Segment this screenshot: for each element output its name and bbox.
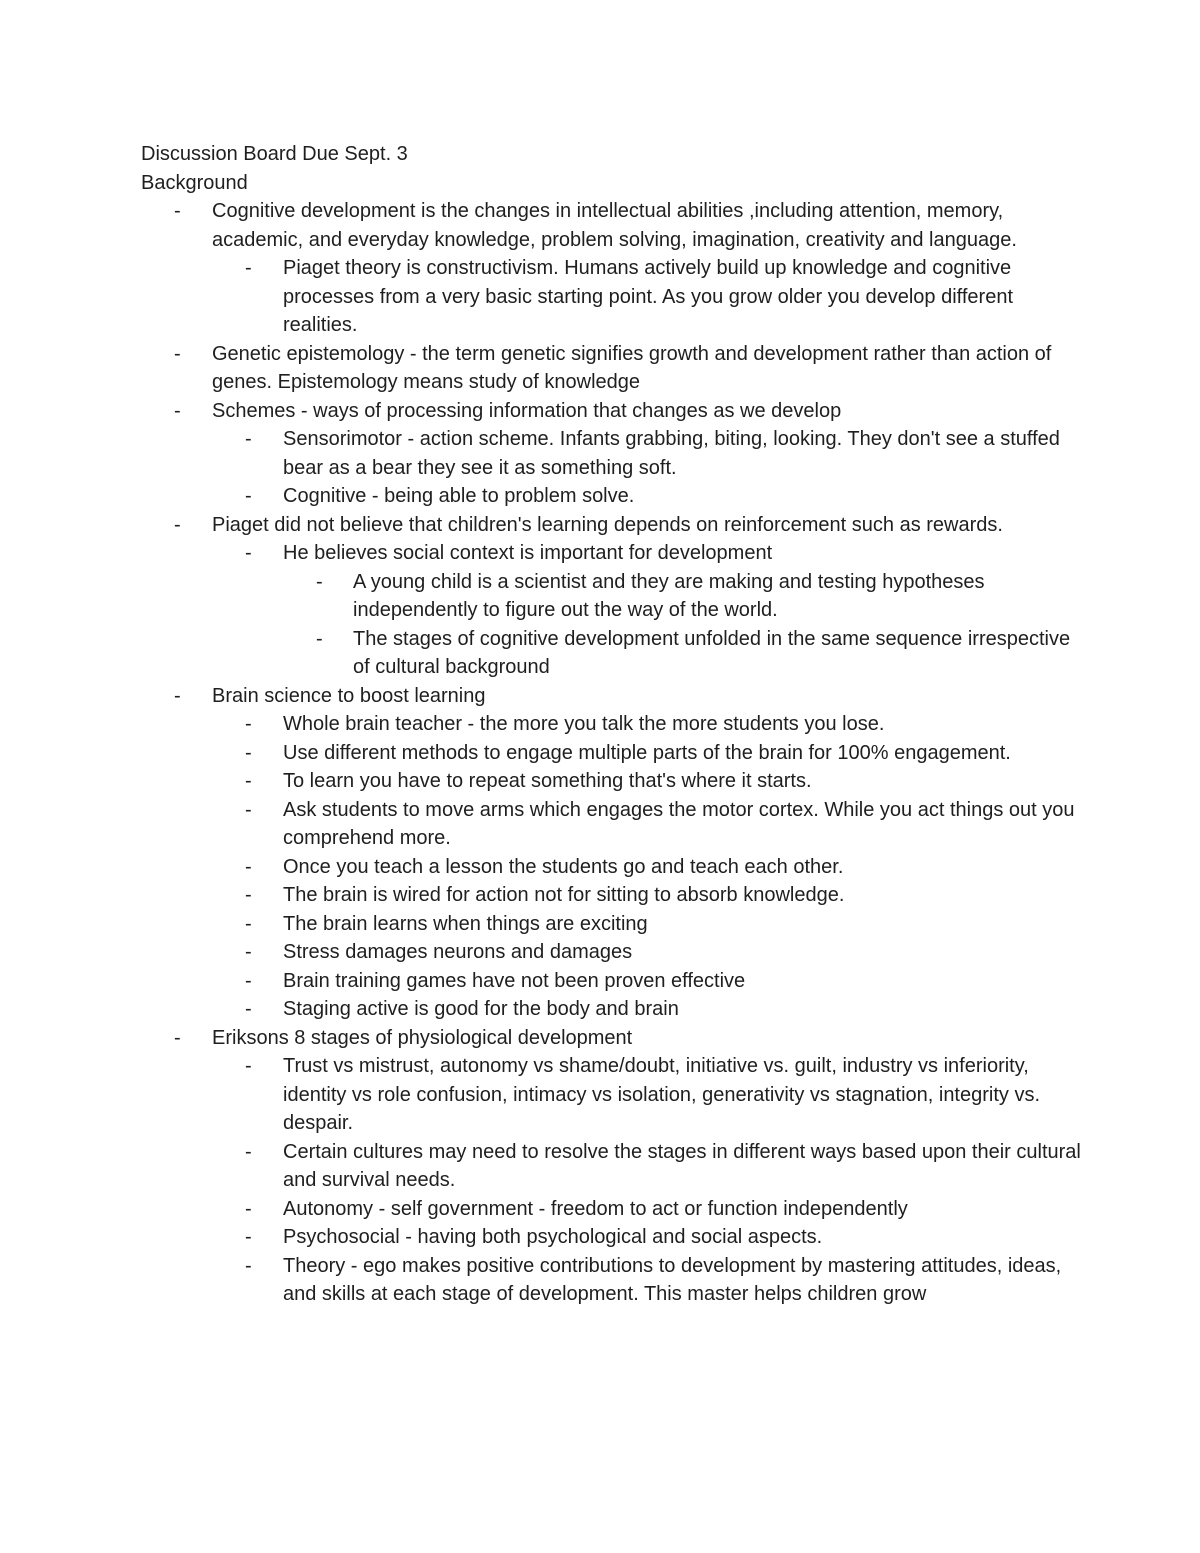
list-item-stress xyxy=(212,938,1081,967)
list-item-text: Certain cultures may need to resolve the stages in different ways based upon their cultural and survival needs. xyxy=(283,1140,1081,1191)
bullet-dash: - xyxy=(245,941,252,963)
list-item-sensorimotor xyxy=(212,425,1081,482)
list-item-stages-sequence xyxy=(283,625,1081,682)
bullet-dash: - xyxy=(245,1197,252,1220)
bullet-dash: - xyxy=(174,342,181,365)
list-item-text: The brain is wired for action not for sitting to absorb knowledge. xyxy=(283,884,845,906)
list-item-text: Theory - ego makes positive contributions to development by mastering attitudes, ideas, and skills at each stage of development. This master helps children grow xyxy=(283,1254,1062,1305)
list-item-young-scientist xyxy=(283,568,1081,625)
bullet-dash: - xyxy=(245,428,252,450)
list-item-piaget-theory xyxy=(212,254,1081,340)
list-item-different-methods xyxy=(212,739,1081,768)
list-item-text: To learn you have to repeat something that's where it starts. xyxy=(283,770,812,792)
bullet-dash: - xyxy=(245,542,252,564)
list-item-text: The brain learns when things are exciting xyxy=(283,912,648,935)
list-item-cultures xyxy=(212,1138,1081,1195)
bullet-dash: - xyxy=(245,912,252,935)
list-item-text: Piaget theory is constructivism. Humans actively build up knowledge and cognitive processes from a very basic starting point. As you grow older you develop different realities. xyxy=(283,257,1014,336)
list-item-text: Staging active is good for the body and brain xyxy=(283,998,679,1020)
list-item-brain-science xyxy=(141,682,1081,1024)
sub-list xyxy=(212,1052,1081,1309)
list-item-whole-brain-teacher xyxy=(212,710,1081,739)
sub-list xyxy=(212,710,1081,1024)
list-item-training-games xyxy=(212,967,1081,996)
bullet-dash: - xyxy=(245,713,252,735)
bullet-dash: - xyxy=(316,570,323,593)
bullet-dash: - xyxy=(245,485,252,507)
list-item-text: Psychosocial - having both psychological and social aspects. xyxy=(283,1226,823,1248)
list-item-text: Autonomy - self government - freedom to act or function independently xyxy=(283,1197,908,1220)
bullet-dash: - xyxy=(245,257,252,279)
list-item-text: Once you teach a lesson the students go and teach each other. xyxy=(283,855,844,878)
bullet-dash: - xyxy=(174,684,181,707)
list-item-text: Cognitive - being able to problem solve. xyxy=(283,485,635,507)
bullet-dash: - xyxy=(245,855,252,878)
bullet-dash: - xyxy=(245,770,252,792)
list-item-text: Use different methods to engage multiple parts of the brain for 100% engagement. xyxy=(283,741,1011,764)
bullet-dash: - xyxy=(245,1055,252,1077)
section-heading: Background xyxy=(141,171,248,194)
list-item-text: He believes social context is important for development xyxy=(283,542,773,564)
list-item-autonomy xyxy=(212,1195,1081,1224)
bullet-dash: - xyxy=(245,884,252,906)
list-item-psychosocial xyxy=(212,1223,1081,1252)
list-item-text: Schemes - ways of processing information that changes as we develop xyxy=(212,399,842,422)
bullet-dash: - xyxy=(245,1254,252,1277)
bullet-list xyxy=(141,197,1081,1309)
list-item-text: Brain science to boost learning xyxy=(212,684,486,707)
list-item-text: Ask students to move arms which engages the motor cortex. While you act things out you comprehend more. xyxy=(283,798,1075,849)
list-item-wired-for-action xyxy=(212,881,1081,910)
list-item-cognitive-scheme xyxy=(212,482,1081,511)
bullet-dash: - xyxy=(174,513,181,536)
bullet-dash: - xyxy=(245,798,252,821)
bullet-dash: - xyxy=(245,998,252,1020)
list-item-social-context xyxy=(212,539,1081,682)
list-item-teach-each-other xyxy=(212,853,1081,882)
list-item-text: Brain training games have not been proven effective xyxy=(283,969,746,992)
list-item-schemes xyxy=(141,397,1081,511)
document-title: Discussion Board Due Sept. 3 xyxy=(141,143,408,165)
bullet-dash: - xyxy=(174,200,181,222)
list-item-text: Stress damages neurons and damages xyxy=(283,941,633,963)
sub-list xyxy=(212,254,1081,340)
list-item-text: Piaget did not believe that children's learning depends on reinforcement such as rewards. xyxy=(212,513,1003,536)
list-item-eriksons-stages xyxy=(141,1024,1081,1309)
list-item-text: Genetic epistemology - the term genetic signifies growth and development rather than action of genes. Epistemology means study of knowledge xyxy=(212,342,1052,393)
list-item-reinforcement xyxy=(141,511,1081,682)
list-item-text: The stages of cognitive development unfolded in the same sequence irrespective of cultural background xyxy=(353,627,1071,678)
list-item-repeat xyxy=(212,767,1081,796)
bullet-dash: - xyxy=(174,399,181,422)
list-item-text: Eriksons 8 stages of physiological development xyxy=(212,1026,633,1049)
list-item-theory xyxy=(212,1252,1081,1309)
list-item-staging-active xyxy=(212,995,1081,1024)
list-item-stages-list xyxy=(212,1052,1081,1138)
sub-list xyxy=(212,425,1081,511)
list-item-text: Trust vs mistrust, autonomy vs shame/doubt, initiative vs. guilt, industry vs inferiority, identity vs role confusion, intimacy vs isolation, generativity vs stagnation, integrity vs. despair. xyxy=(283,1055,1041,1134)
list-item-exciting xyxy=(212,910,1081,939)
list-item-text: A young child is a scientist and they are making and testing hypotheses independently to figure out the way of the world. xyxy=(353,570,985,621)
sub-sub-list xyxy=(283,568,1081,682)
document-body xyxy=(141,140,1081,1309)
list-item-cognitive-development xyxy=(141,197,1081,340)
bullet-dash: - xyxy=(174,1026,181,1049)
list-item-text: Whole brain teacher - the more you talk the more students you lose. xyxy=(283,713,885,735)
sub-list xyxy=(212,539,1081,682)
list-item-move-arms xyxy=(212,796,1081,853)
list-item-text: Sensorimotor - action scheme. Infants grabbing, biting, looking. They don't see a stuffed bear as a bear they see it as something soft. xyxy=(283,428,1060,479)
bullet-dash: - xyxy=(245,1226,252,1248)
bullet-dash: - xyxy=(316,627,323,650)
list-item-genetic-epistemology xyxy=(141,340,1081,397)
bullet-dash: - xyxy=(245,969,252,992)
bullet-dash: - xyxy=(245,1140,252,1163)
bullet-dash: - xyxy=(245,741,252,764)
list-item-text: Cognitive development is the changes in intellectual abilities ,including attention, memory, academic, and everyday knowledge, problem solving, imagination, creativity and language. xyxy=(212,200,1017,251)
